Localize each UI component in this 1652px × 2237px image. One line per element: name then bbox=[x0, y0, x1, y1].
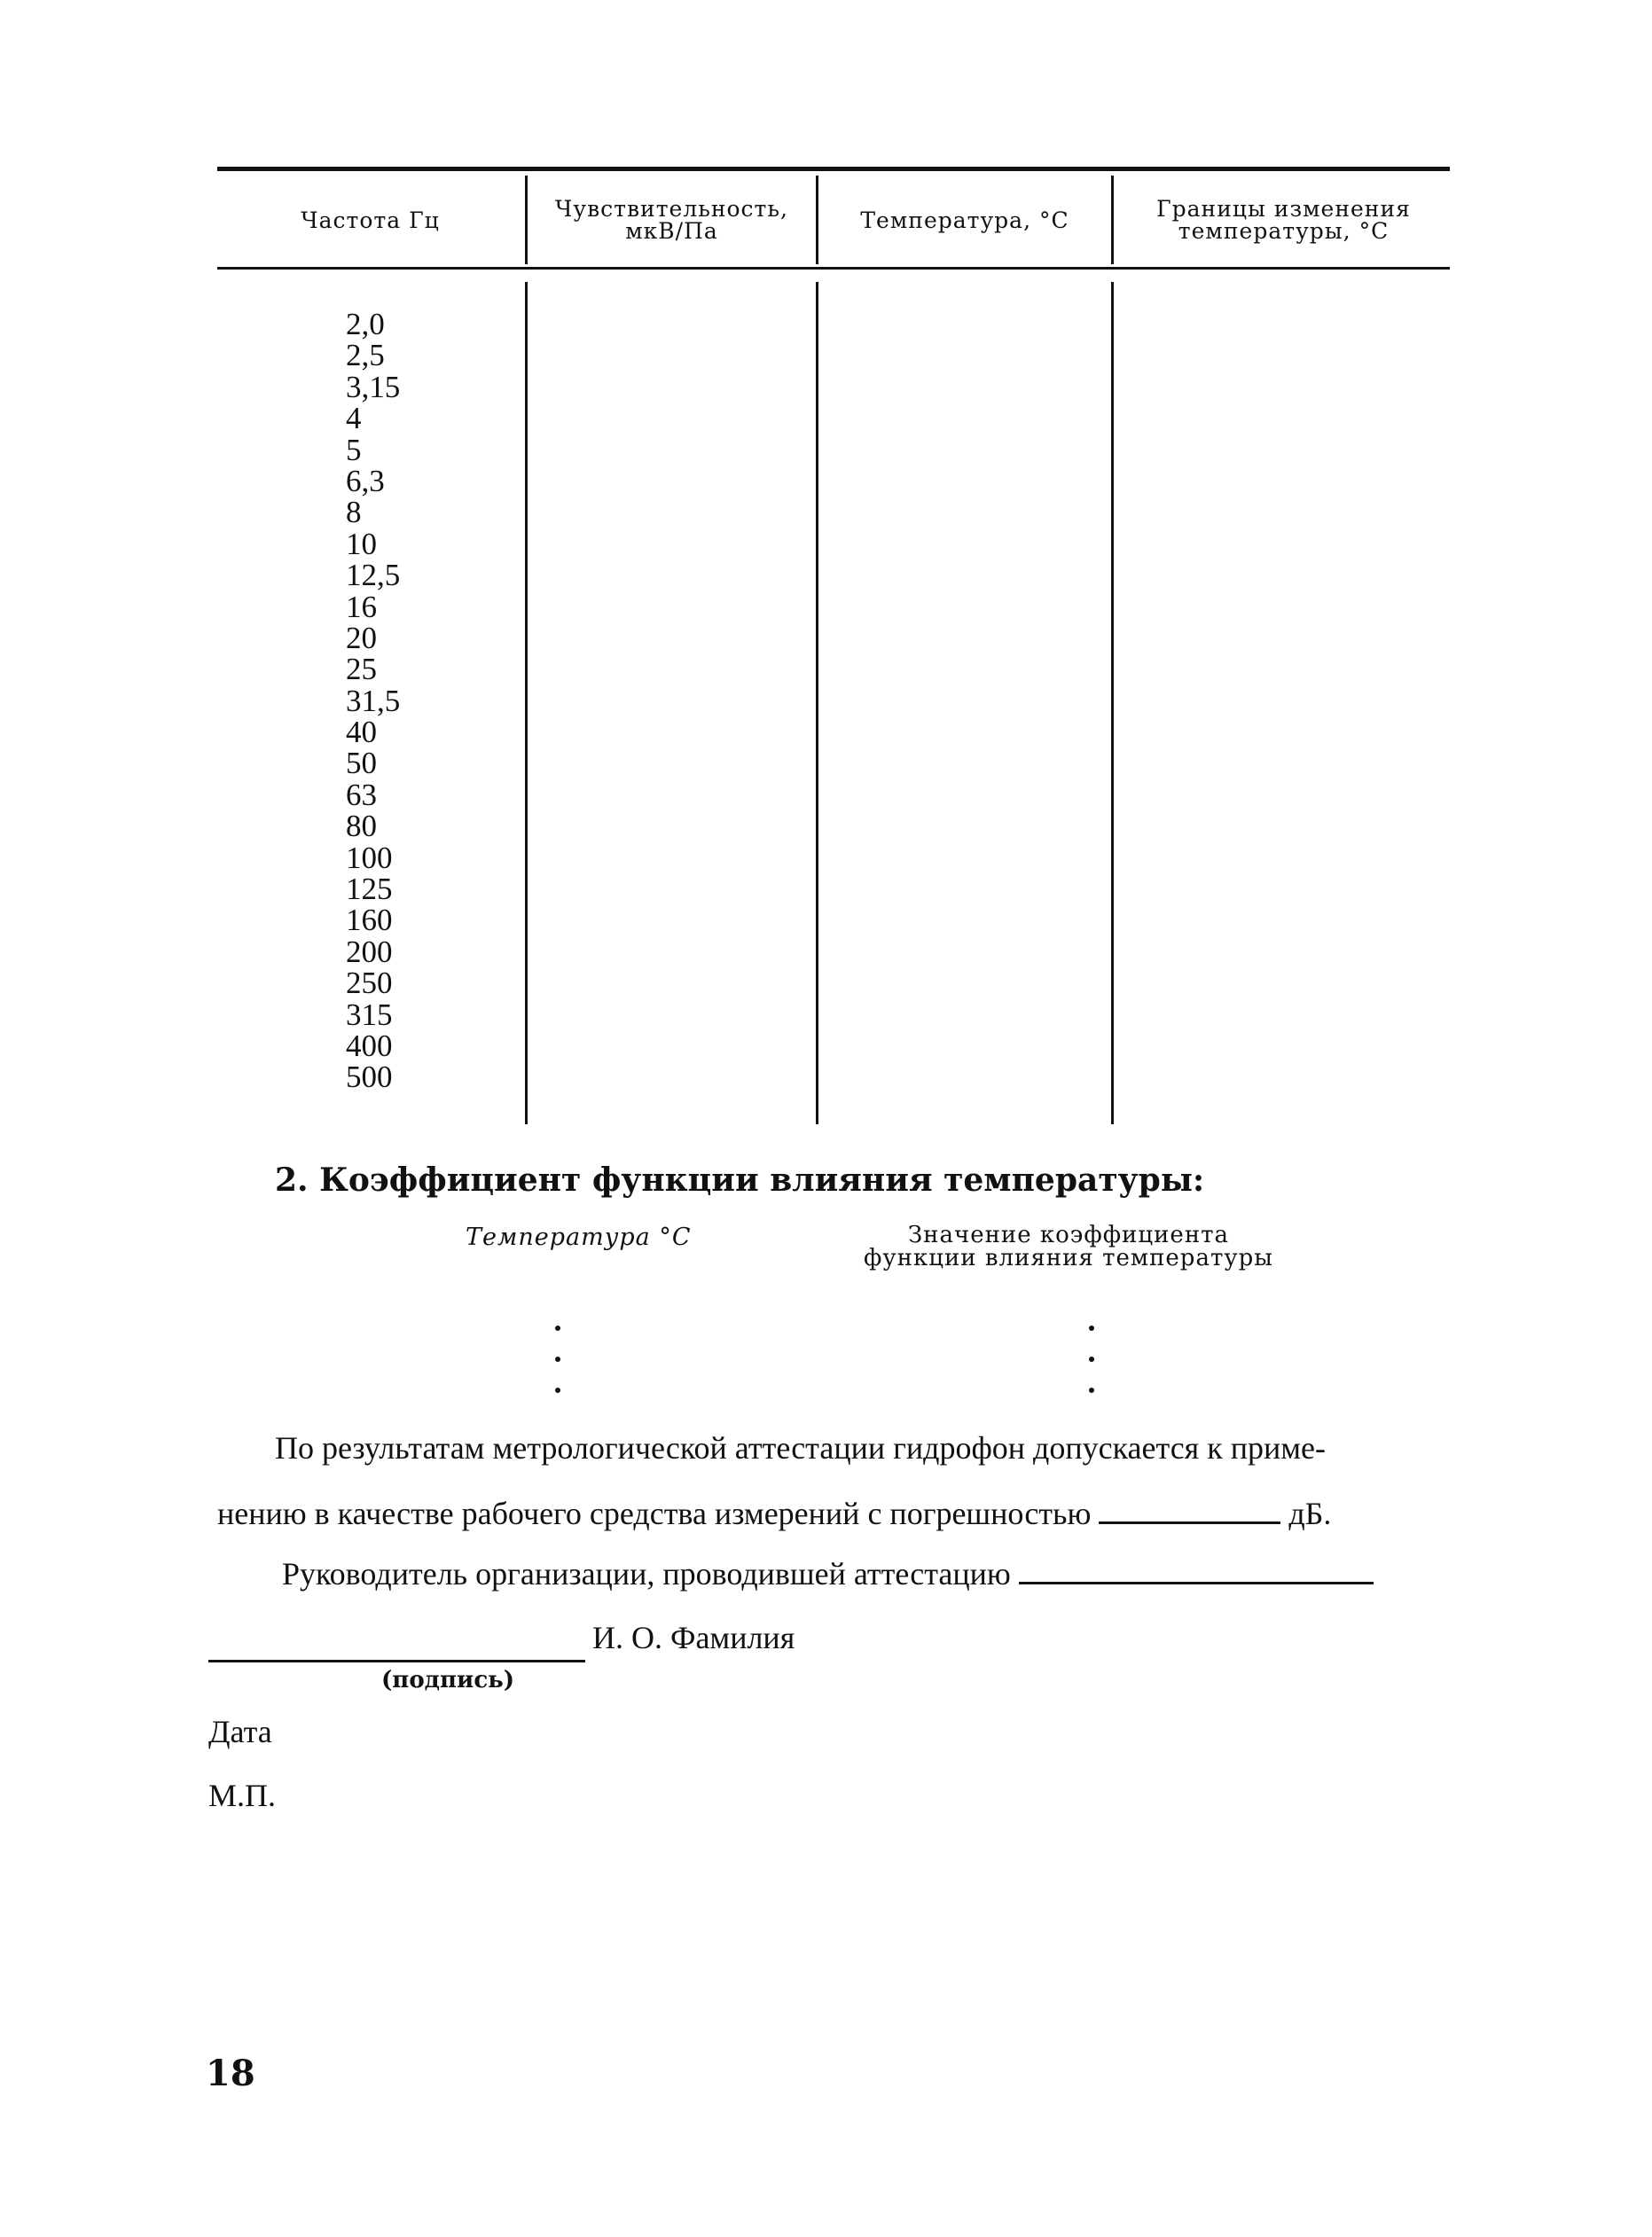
frequency-value: 2,0 bbox=[346, 307, 385, 341]
frequency-value: 8 bbox=[346, 495, 362, 530]
db-unit: дБ. bbox=[1288, 1496, 1332, 1531]
column-divider bbox=[1111, 176, 1114, 264]
frequency-value: 160 bbox=[346, 903, 393, 938]
column-divider bbox=[1111, 282, 1114, 1124]
date-label: Дата bbox=[208, 1714, 272, 1749]
column-divider bbox=[525, 282, 528, 1124]
header-temperature-limits: Границы изменения температуры, °С bbox=[1156, 196, 1411, 244]
frequency-value: 50 bbox=[346, 746, 377, 781]
table-header-rule bbox=[217, 267, 1450, 270]
coefficient-column-label: Значение коэффициента функции влияния температуры bbox=[864, 1222, 1273, 1271]
signature-line bbox=[208, 1660, 585, 1662]
frequency-value: 63 bbox=[346, 777, 377, 812]
frequency-value: 3,15 bbox=[346, 369, 401, 404]
header-temperature: Температура, °С bbox=[860, 207, 1069, 233]
frequency-value: 6,3 bbox=[346, 463, 385, 498]
head-blank bbox=[1019, 1555, 1374, 1584]
frequency-value: 200 bbox=[346, 934, 393, 969]
header-frequency: Частота Гц bbox=[301, 207, 440, 233]
frequency-value: 500 bbox=[346, 1060, 393, 1095]
head-label: Руководитель организации, проводившей аттестацию bbox=[282, 1556, 1011, 1592]
frequency-value: 2,5 bbox=[346, 338, 385, 373]
frequency-value: 16 bbox=[346, 589, 377, 624]
temperature-column-label: Температура °С bbox=[466, 1224, 692, 1251]
frequency-value: 10 bbox=[346, 526, 377, 561]
frequency-value: 5 bbox=[346, 432, 362, 467]
ellipsis-dot bbox=[1089, 1326, 1094, 1331]
ellipsis-dot bbox=[555, 1357, 560, 1362]
frequency-value: 4 bbox=[346, 401, 362, 436]
frequency-value: 12,5 bbox=[346, 558, 401, 593]
accuracy-blank bbox=[1099, 1495, 1280, 1524]
head-line bbox=[282, 1555, 1374, 1592]
frequency-value: 80 bbox=[346, 809, 377, 844]
conclusion-line-2 bbox=[217, 1495, 1331, 1532]
frequency-value: 250 bbox=[346, 966, 393, 1001]
frequency-value: 25 bbox=[346, 652, 377, 687]
ellipsis-dot bbox=[555, 1326, 560, 1331]
frequency-value: 40 bbox=[346, 715, 377, 750]
frequency-value: 31,5 bbox=[346, 683, 401, 718]
signer-name: И. О. Фамилия bbox=[592, 1620, 795, 1655]
section-2-title: 2. Коэффициент функции влияния температуры: bbox=[275, 1162, 1205, 1199]
conclusion-line-1: По результатам метрологической аттестации гидрофон допускается к приме- bbox=[275, 1430, 1326, 1466]
frequency-table bbox=[217, 167, 1450, 1133]
frequency-value: 315 bbox=[346, 997, 393, 1032]
table-top-rule bbox=[217, 167, 1450, 171]
ellipsis-dot bbox=[1089, 1357, 1094, 1362]
column-divider bbox=[816, 176, 818, 264]
frequency-value: 400 bbox=[346, 1028, 393, 1063]
ellipsis-dot bbox=[1089, 1388, 1094, 1393]
column-divider bbox=[525, 176, 528, 264]
page-number: 18 bbox=[206, 2053, 255, 2094]
frequency-value: 125 bbox=[346, 872, 393, 907]
signature-caption: (подпись) bbox=[381, 1667, 515, 1693]
frequency-value: 100 bbox=[346, 840, 393, 875]
column-divider bbox=[816, 282, 818, 1124]
conclusion-line-2-text: нению в качестве рабочего средства измерений с погрешностью bbox=[217, 1496, 1092, 1531]
frequency-list bbox=[346, 309, 452, 1093]
header-sensitivity: Чувствительность, мкВ/Па bbox=[555, 196, 788, 244]
frequency-value: 20 bbox=[346, 620, 377, 655]
ellipsis-dot bbox=[555, 1388, 560, 1393]
stamp-label: М.П. bbox=[208, 1778, 277, 1813]
